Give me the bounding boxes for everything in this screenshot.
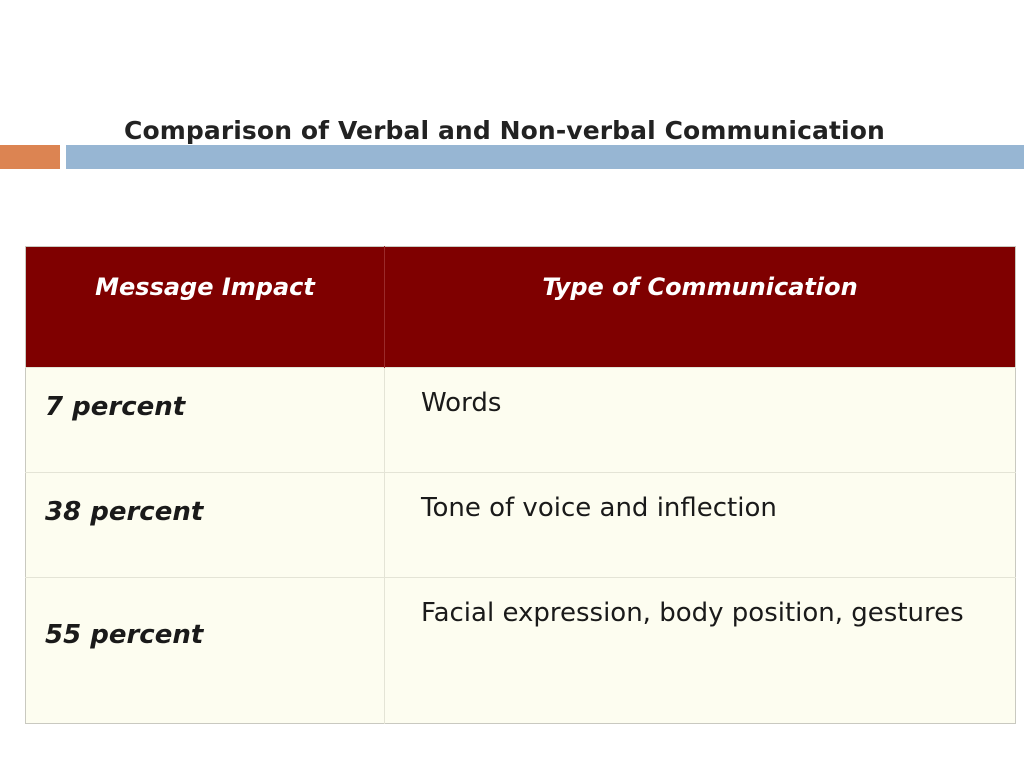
slide-title: Comparison of Verbal and Non-verbal Communication: [124, 116, 885, 145]
type-cell: Tone of voice and inflection: [385, 473, 1016, 578]
title-underline-bar: [66, 145, 1024, 169]
accent-bar: [0, 145, 60, 169]
impact-cell: 55 percent: [26, 578, 385, 724]
table-row: [26, 578, 1016, 724]
type-cell: Words: [385, 368, 1016, 473]
table-row: [26, 368, 1016, 473]
header-message-impact: Message Impact: [26, 247, 385, 368]
type-cell: Facial expression, body position, gestures: [385, 578, 1016, 724]
table-body: [26, 368, 1016, 724]
impact-cell: 7 percent: [26, 368, 385, 473]
table-header-row: [26, 247, 1016, 368]
table-header: [26, 247, 1016, 368]
impact-cell: 38 percent: [26, 473, 385, 578]
comparison-table: [25, 246, 1016, 724]
table-row: [26, 473, 1016, 578]
header-type-of-communication: Type of Communication: [385, 247, 1016, 368]
